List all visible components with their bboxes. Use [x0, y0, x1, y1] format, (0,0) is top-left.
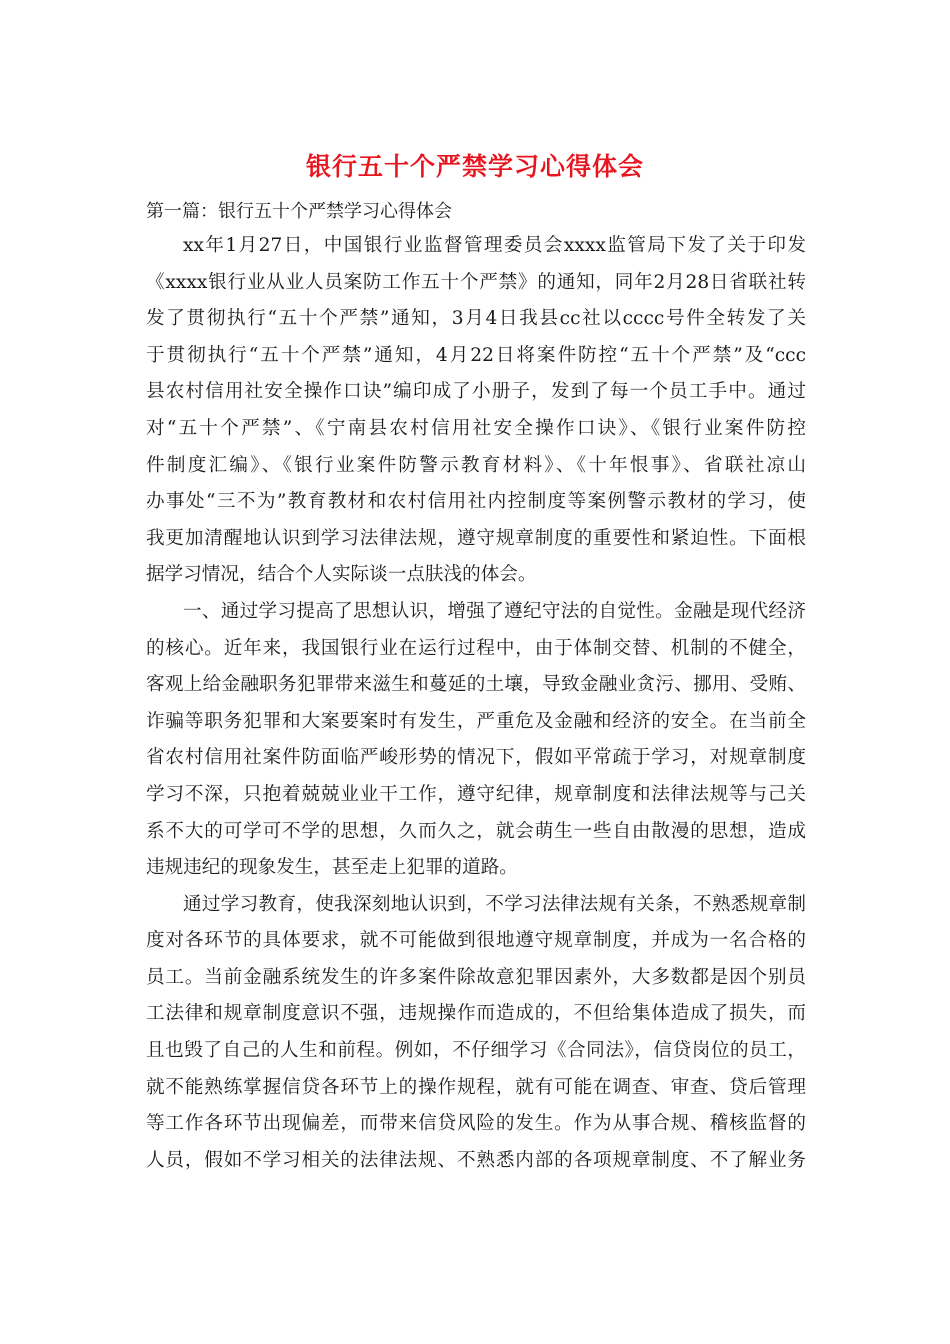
body-text-line: 员工。当前金融系统发生的许多案件除故意犯罪因素外，大多数都是因个别员: [146, 966, 806, 988]
body-text-line: 客观上给金融职务犯罪带来滋生和蔓延的土壤，导致金融业贪污、挪用、受贿、: [146, 674, 806, 696]
body-text-line: 发了贯彻执行“五十个严禁”通知，3月4日我县cc社以cccc号件全转发了关: [146, 308, 806, 330]
body-text-line: 据学习情况，结合个人实际谈一点肤浅的体会。: [146, 564, 537, 586]
body-text-line: 的核心。近年来，我国银行业在运行过程中，由于体制交替、机制的不健全，: [146, 637, 806, 659]
document-title: 银行五十个严禁学习心得体会: [305, 152, 644, 181]
body-text-line: 度对各环节的具体要求，就不可能做到很地遵守规章制度，并成为一名合格的: [146, 930, 806, 952]
body-text-line: 违规违纪的现象发生，甚至走上犯罪的道路。: [146, 857, 518, 879]
body-text-line: 工法律和规章制度意识不强，违规操作而造成的，不但给集体造成了损失，而: [146, 1003, 806, 1025]
body-text-line: 一、通过学习提高了思想认识，增强了遵纪守法的自觉性。金融是现代经济: [183, 600, 806, 622]
body-text-line: 省农村信用社案件防面临严峻形势的情况下，假如平常疏于学习，对规章制度: [146, 747, 806, 769]
body-text-line: 我更加清醒地认识到学习法律法规，遵守规章制度的重要性和紧迫性。下面根: [146, 527, 806, 549]
body-text-line: 通过学习教育，使我深刻地认识到，不学习法律法规有关条，不熟悉规章制: [183, 893, 806, 915]
body-text-line: 办事处“三不为”教育教材和农村信用社内控制度等案例警示教材的学习，使: [146, 491, 806, 513]
body-text-line: 就不能熟练掌握信贷各环节上的操作规程，就有可能在调查、审查、贷后管理: [146, 1076, 806, 1098]
body-text-line: 对“五十个严禁”、《宁南县农村信用社安全操作口诀》、《银行业案件防控: [146, 417, 806, 439]
document-subtitle: 第一篇：银行五十个严禁学习心得体会: [146, 201, 452, 222]
body-text-line: 《xxxx银行业从业人员案防工作五十个严禁》的通知，同年2月28日省联社转: [146, 271, 806, 293]
body-text-line: xx年1月27日，中国银行业监督管理委员会xxxx监管局下发了关于印发: [183, 235, 806, 256]
body-text-line: 诈骗等职务犯罪和大案要案时有发生，严重危及金融和经济的安全。在当前全: [146, 710, 806, 732]
body-text-line: 件制度汇编》、《银行业案件防警示教育材料》、《十年恨事》、省联社凉山: [146, 454, 806, 476]
body-text-line: 学习不深，只抱着兢兢业业干工作，遵守纪律，规章制度和法律法规等与己关: [146, 783, 806, 805]
body-text-line: 县农村信用社安全操作口诀”编印成了小册子，发到了每一个员工手中。通过: [146, 381, 806, 403]
body-text-line: 等工作各环节出现偏差，而带来信贷风险的发生。作为从事合规、稽核监督的: [146, 1113, 806, 1135]
body-text-line: 人员，假如不学习相关的法律法规、不熟悉内部的各项规章制度、不了解业务: [146, 1149, 806, 1171]
body-text-line: 系不大的可学可不学的思想，久而久之，就会萌生一些自由散漫的思想，造成: [146, 820, 806, 842]
body-text-line: 于贯彻执行“五十个严禁”通知，4月22日将案件防控“五十个严禁”及“ccc: [146, 344, 806, 366]
document-body: [146, 228, 806, 1179]
body-text-line: 且也毁了自己的人生和前程。例如，不仔细学习《合同法》，信贷岗位的员工，: [146, 1040, 806, 1062]
